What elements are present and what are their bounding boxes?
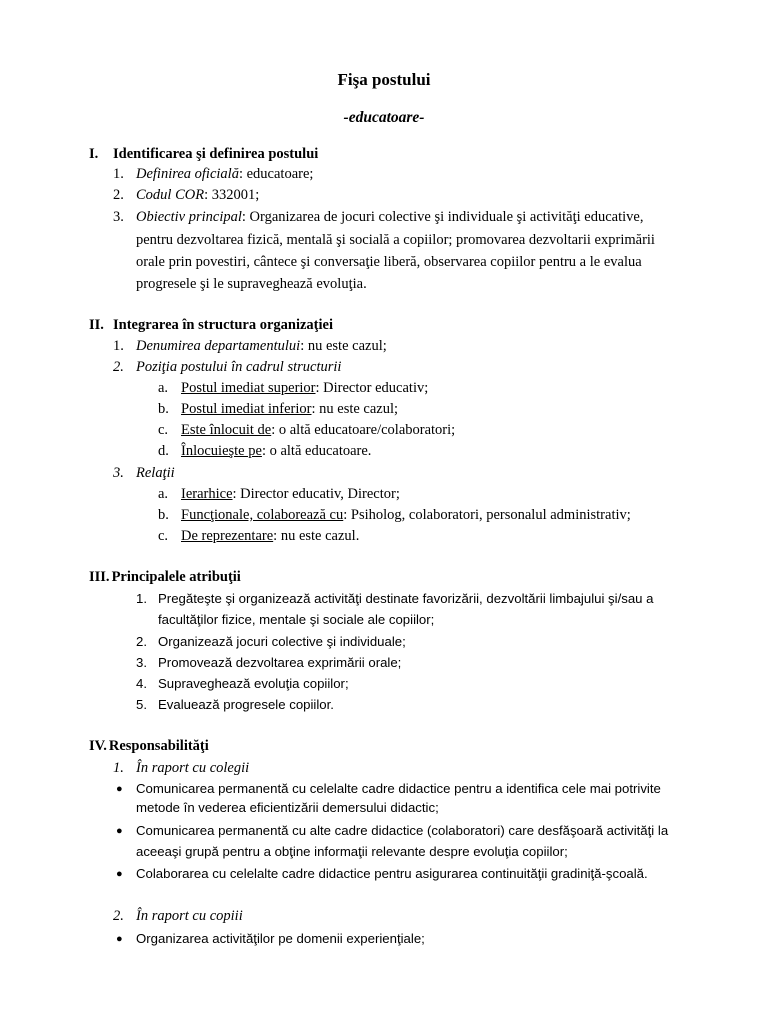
section-1-heading: [89, 146, 318, 163]
section-title: Identificarea şi definirea postului: [113, 146, 319, 162]
bullet-icon: ●: [116, 868, 123, 880]
section-number: IV.: [89, 738, 107, 754]
document-subtitle: -educatoare-: [343, 109, 425, 126]
section-4-heading: [89, 738, 209, 755]
document-page: Fişa postului -educatoare- I. Identificarea şi definirea postului 1. Definirea oficială: educatoare; 2. Codul COR: 332001; 3. Obiectiv principal: Organizarea de jocuri colective şi individuale şi activităţi educative, pentru dezvoltarea fizică, mentală şi socială a copiilor; promovarea dezvoltarii exprimării orale prin povestiri, cântece şi conversaţie liberă, observarea copiilor pentru a le evalua progresele şi le supraveghează evoluţia. II. Integrarea în structura organizaţiei 1. Denumirea departamentului: nu este cazul; 2. Poziţia postului în cadrul structurii a. Postul imediat superior: Director educativ; b. Postul imediat inferior: nu este cazul; c. Este înlocuit de: o altă educatoare/colaboratori; d. Înlocuieşte pe: o altă educatoare. 3. Relaţii a. Ierarhice: Director educativ, Director; b. Funcţionale, colaborează cu: Psiholog, colaboratori, personalul administrativ; c. De reprezentare: nu este cazul. III. Principalele atribuţii 1. Pregăteşte şi organizează activităţi destinate favorizării, dezvoltării limbajului şi/sau a facultăţilor fizice, mentale şi sociale ale copiilor; 2. Organizează jocuri colective şi individuale; 3. Promovează dezvoltarea exprimării orale; 4. Supraveghează evoluţia copiilor; 5. Evaluează progresele copiilor. IV. Responsabilităţi 1. În raport cu colegii ● Comunicarea permanentă cu celelalte cadre didactice pentru a identifica cele mai potrivite metode în vederea eficientizării demersului didactic; ● Comunicarea permanentă cu alte cadre didactice (colaboratori) care desfăşoară activităţi la aceeaşi grupă pentru a obţine informaţii relevante despre evoluţia copiilor; ● Colaborarea cu celelalte cadre didactice pentru asigurarea continuităţii gradiniţă-şcoală. 2. În raport cu copiii ● Organizarea activităţilor pe domenii experienţiale;: [0, 0, 768, 1024]
paragraph-line: facultăţilor fizice, mentale şi sociale ale copiilor;: [158, 612, 435, 627]
section-2-heading: [89, 317, 333, 334]
paragraph-line: aceeaşi grupă pentru a obţine informaţii relevante despre evoluţia copiilor;: [136, 844, 568, 859]
section-number: II.: [89, 317, 104, 333]
section-title: Principalele atribuţii: [111, 569, 241, 585]
section-3-heading: [89, 569, 241, 586]
paragraph-line: orale prin povestiri, cântece şi conversaţie liberă, observarea copiilor pentru a le evalua: [136, 254, 642, 270]
section-number: I.: [89, 146, 99, 162]
bullet-icon: ●: [116, 783, 123, 795]
section-number: III.: [89, 569, 110, 585]
section-title: Integrarea în structura organizaţiei: [113, 317, 334, 333]
bullet-icon: ●: [116, 825, 123, 837]
bullet-icon: ●: [116, 933, 123, 945]
document-title: Fişa postului: [337, 70, 431, 89]
paragraph-line: progresele şi le supraveghează evoluţia.: [136, 276, 367, 292]
paragraph-line: pentru dezvoltarea fizică, mentală şi socială a copiilor; promovarea dezvoltarii exprimării: [136, 232, 655, 248]
paragraph-line: metode în vederea eficientizării demersului didactic;: [136, 800, 439, 815]
section-title: Responsabilităţi: [108, 738, 209, 754]
